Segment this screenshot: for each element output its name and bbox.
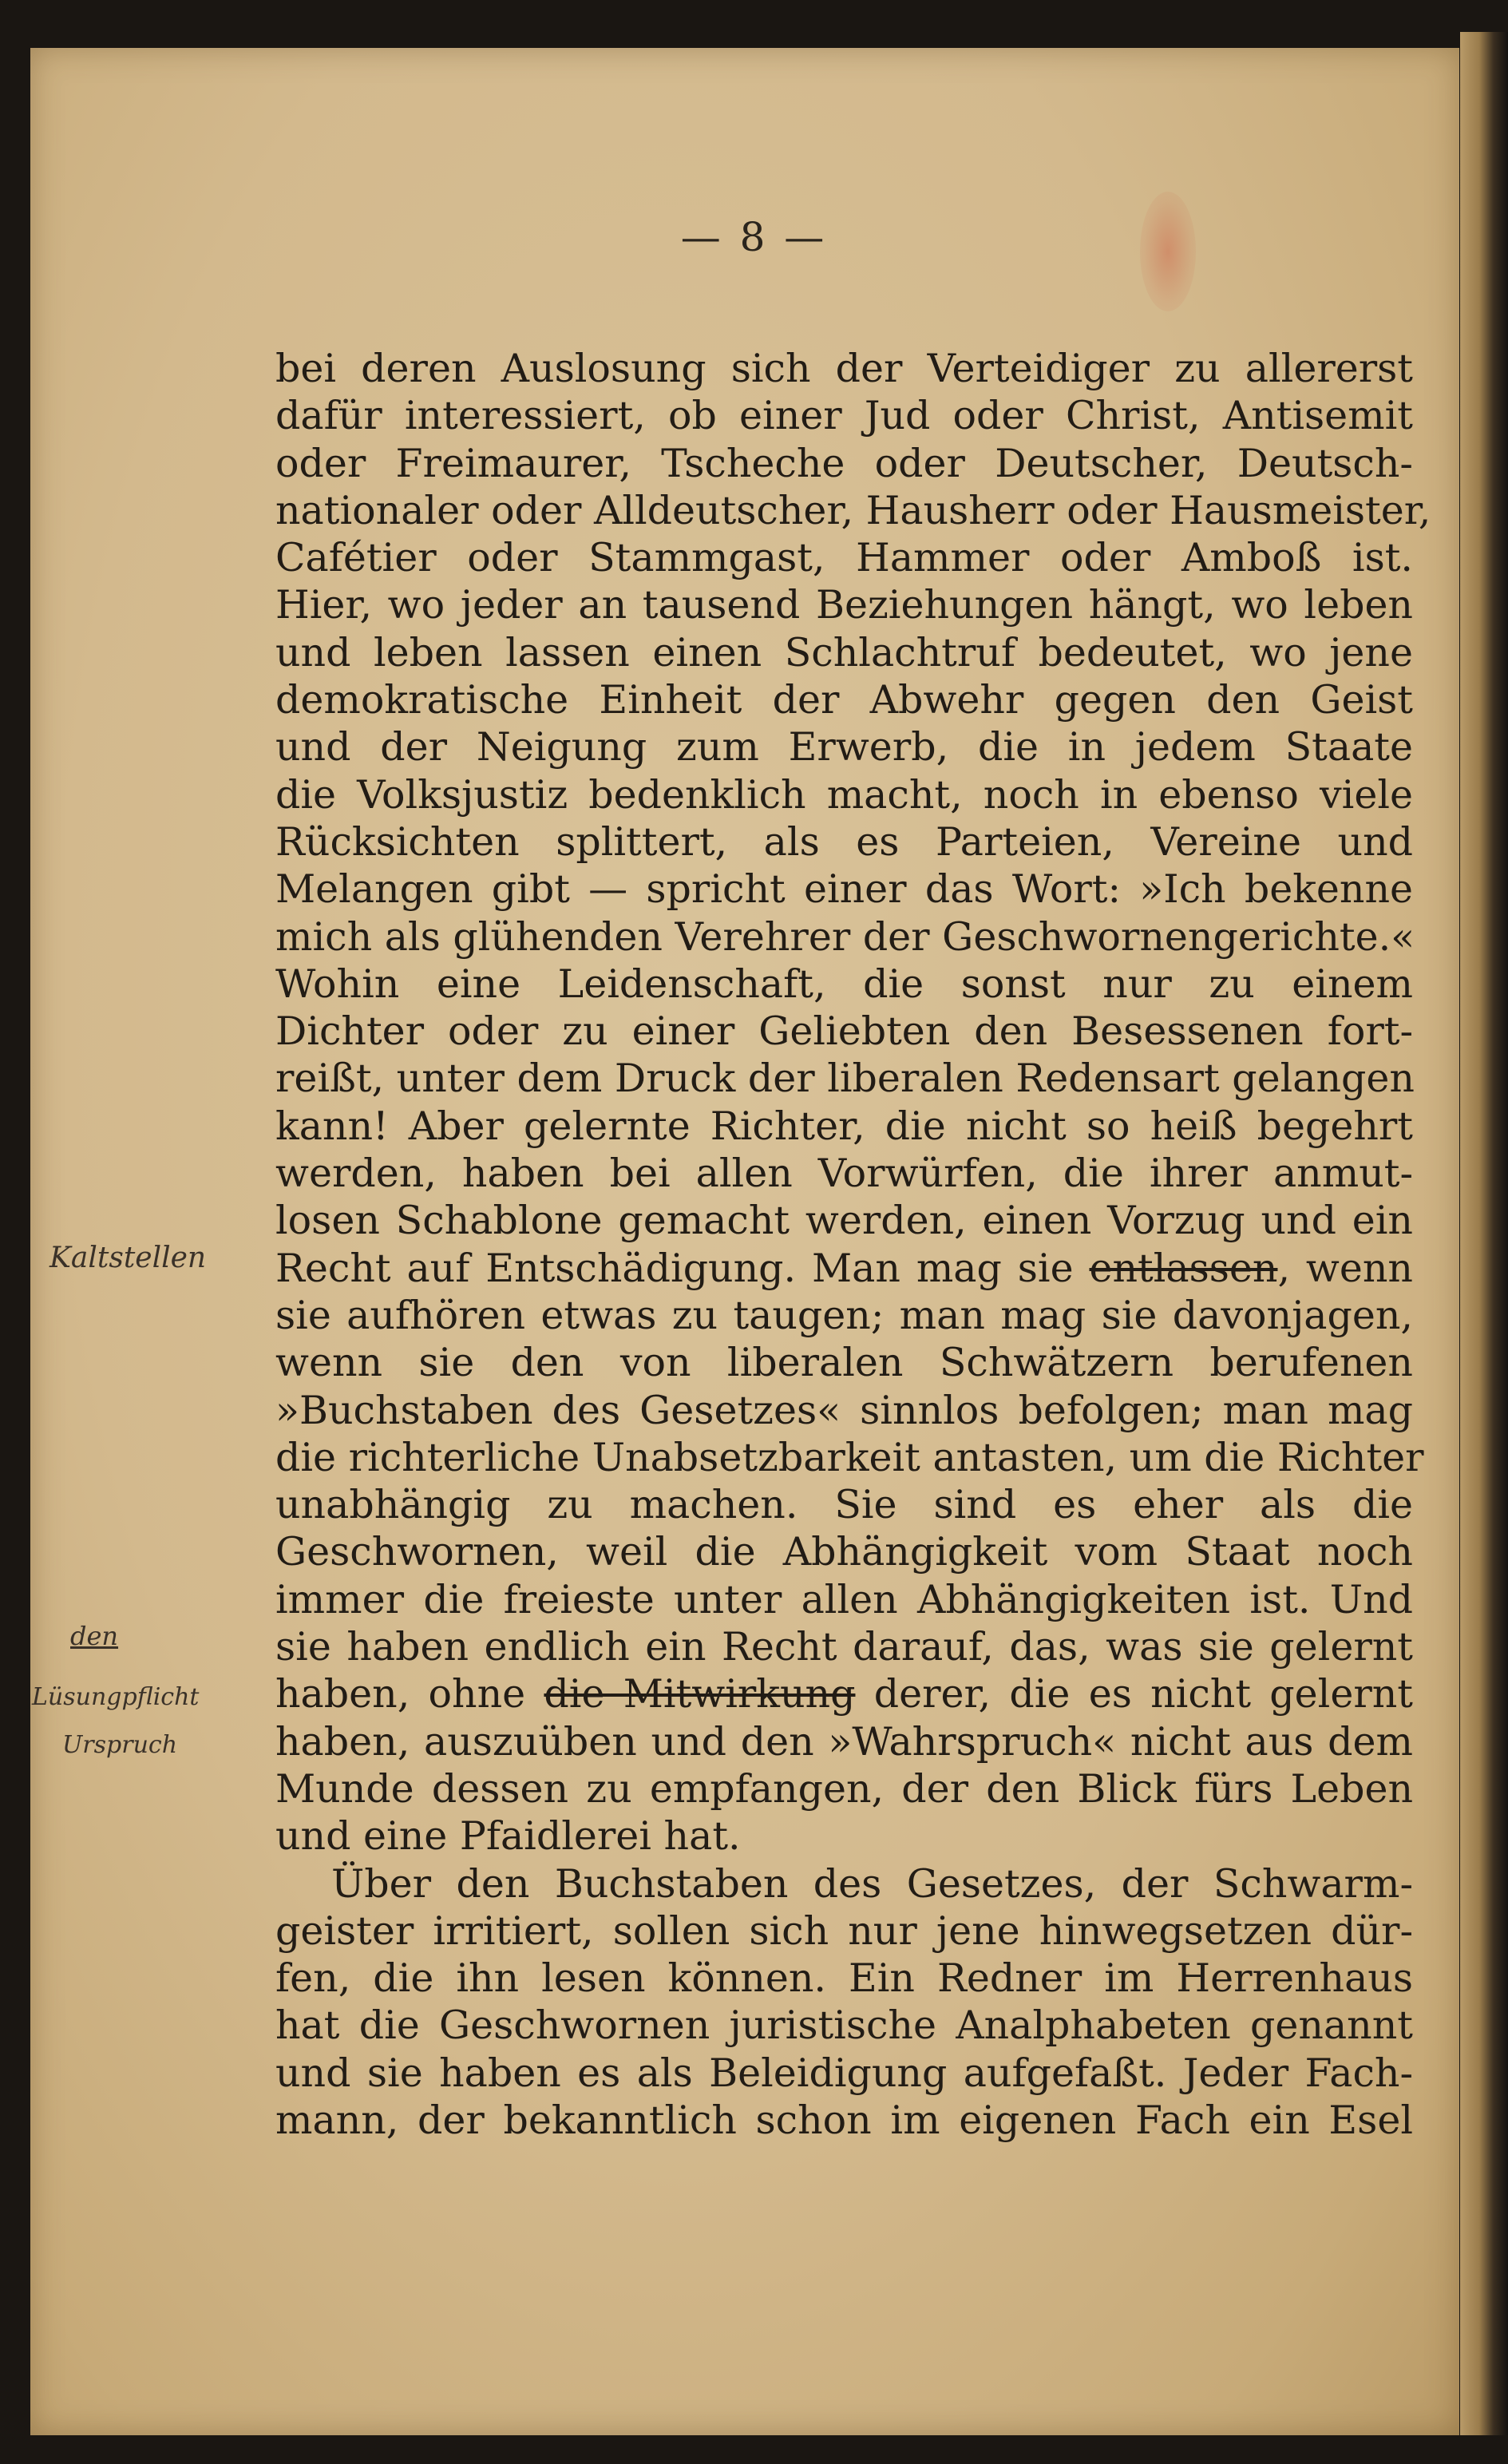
text-line: die richterliche Unabsetzbarkeit antasten, um die Richter — [275, 1434, 1424, 1480]
handwritten-margin-note: Kaltstellen — [49, 1242, 207, 1274]
text-line: losen Schablone gemacht werden, einen Vorzug und ein — [275, 1198, 1413, 1244]
text-fragment: derer, die es nicht gelernt — [855, 1671, 1413, 1717]
handwritten-margin-note: Lüsungpflicht — [32, 1683, 200, 1711]
struck-word: entlassen — [1089, 1245, 1278, 1291]
text-line: Wohin eine Leidenschaft, die sonst nur zu einem — [275, 961, 1413, 1007]
handwritten-margin-note: Urspruch — [62, 1731, 178, 1759]
body-text — [275, 345, 1431, 2144]
text-line: Rücksichten splittert, als es Parteien, Vereine und — [275, 818, 1413, 865]
text-line: Geschwornen, weil die Abhängigkeit vom Staat noch — [275, 1529, 1413, 1575]
text-line: geister irritiert, sollen sich nur jene hinwegsetzen dür- — [275, 1907, 1413, 1954]
text-fragment: , wenn — [1277, 1245, 1413, 1291]
book-spine — [1460, 32, 1508, 2435]
text-line: werden, haben bei allen Vorwürfen, die ihrer anmut- — [275, 1151, 1413, 1197]
text-line: sie aufhören etwas zu taugen; man mag sie davonjagen, — [275, 1292, 1413, 1338]
text-line: oder Freimaurer, Tscheche oder Deutscher, Deutsch- — [275, 440, 1413, 486]
text-line: und der Neigung zum Erwerb, die in jedem Staate — [275, 724, 1413, 770]
text-line: Dichter oder zu einer Geliebten den Besessenen fort- — [275, 1008, 1413, 1055]
paragraph-last-line: und eine Pfaidlerei hat. — [275, 1813, 741, 1860]
text-line: Melangen gibt — spricht einer das Wort: »Ich bekenne — [275, 866, 1413, 913]
text-line: kann! Aber gelernte Richter, die nicht so heiß begehrt — [275, 1103, 1413, 1149]
text-fragment: Recht auf Entschädigung. Man mag sie — [275, 1245, 1090, 1291]
text-line: demokratische Einheit der Abwehr gegen den Geist — [275, 677, 1413, 723]
handwritten-margin-note: den — [70, 1621, 119, 1651]
text-line: mann, der bekanntlich schon im eigenen Fach ein Esel — [275, 2097, 1413, 2143]
paragraph-first-line: Über den Buchstaben des Gesetzes, der Schwarm- — [331, 1860, 1413, 1907]
text-line: wenn sie den von liberalen Schwätzern berufenen — [275, 1340, 1413, 1386]
text-line: Hier, wo jeder an tausend Beziehungen hängt, wo leben — [275, 582, 1413, 628]
text-line: »Buchstaben des Gesetzes« sinnlos befolgen; man mag — [275, 1387, 1413, 1433]
text-line: bei deren Auslosung sich der Verteidiger zu allererst — [275, 346, 1413, 391]
page-number: — 8 — — [680, 214, 828, 260]
text-line: hat die Geschwornen juristische Analphabeten genannt — [275, 2002, 1413, 2049]
text-line: Munde dessen zu empfangen, der den Blick fürs Leben — [275, 1765, 1413, 1812]
text-line: sie haben endlich ein Recht darauf, das, was sie gelernt — [275, 1624, 1413, 1670]
text-line: dafür interessiert, ob einer Jud oder Christ, Antisemit — [275, 393, 1413, 439]
text-line: und leben lassen einen Schlachtruf bedeutet, wo jene — [275, 629, 1413, 675]
text-line-with-strikethrough — [275, 1670, 1413, 1717]
text-line: die Volksjustiz bedenklich macht, noch in ebenso viele — [275, 771, 1413, 818]
text-fragment: haben, ohne — [275, 1671, 544, 1717]
text-line: mich als glühenden Verehrer der Geschwornengerichte.« — [275, 913, 1415, 960]
text-line: und sie haben es als Beleidigung aufgefaßt. Jeder Fach- — [275, 2050, 1413, 2096]
struck-word: die Mitwirkung — [544, 1671, 856, 1717]
text-line: nationaler oder Alldeutscher, Hausherr oder Hausmeister, — [275, 487, 1431, 533]
text-line: immer die freieste unter allen Abhängigkeiten ist. Und — [275, 1576, 1413, 1622]
text-line: fen, die ihn lesen können. Ein Redner im Herrenhaus — [275, 1955, 1413, 2002]
text-line: unabhängig zu machen. Sie sind es eher als die — [275, 1482, 1413, 1528]
text-line: Cafétier oder Stammgast, Hammer oder Amboß ist. — [275, 535, 1413, 581]
text-line: reißt, unter dem Druck der liberalen Redensart gelangen — [275, 1056, 1415, 1102]
text-line-with-strikethrough — [275, 1245, 1413, 1292]
text-line: haben, auszuüben und den »Wahrspruch« nicht aus dem — [275, 1718, 1413, 1765]
